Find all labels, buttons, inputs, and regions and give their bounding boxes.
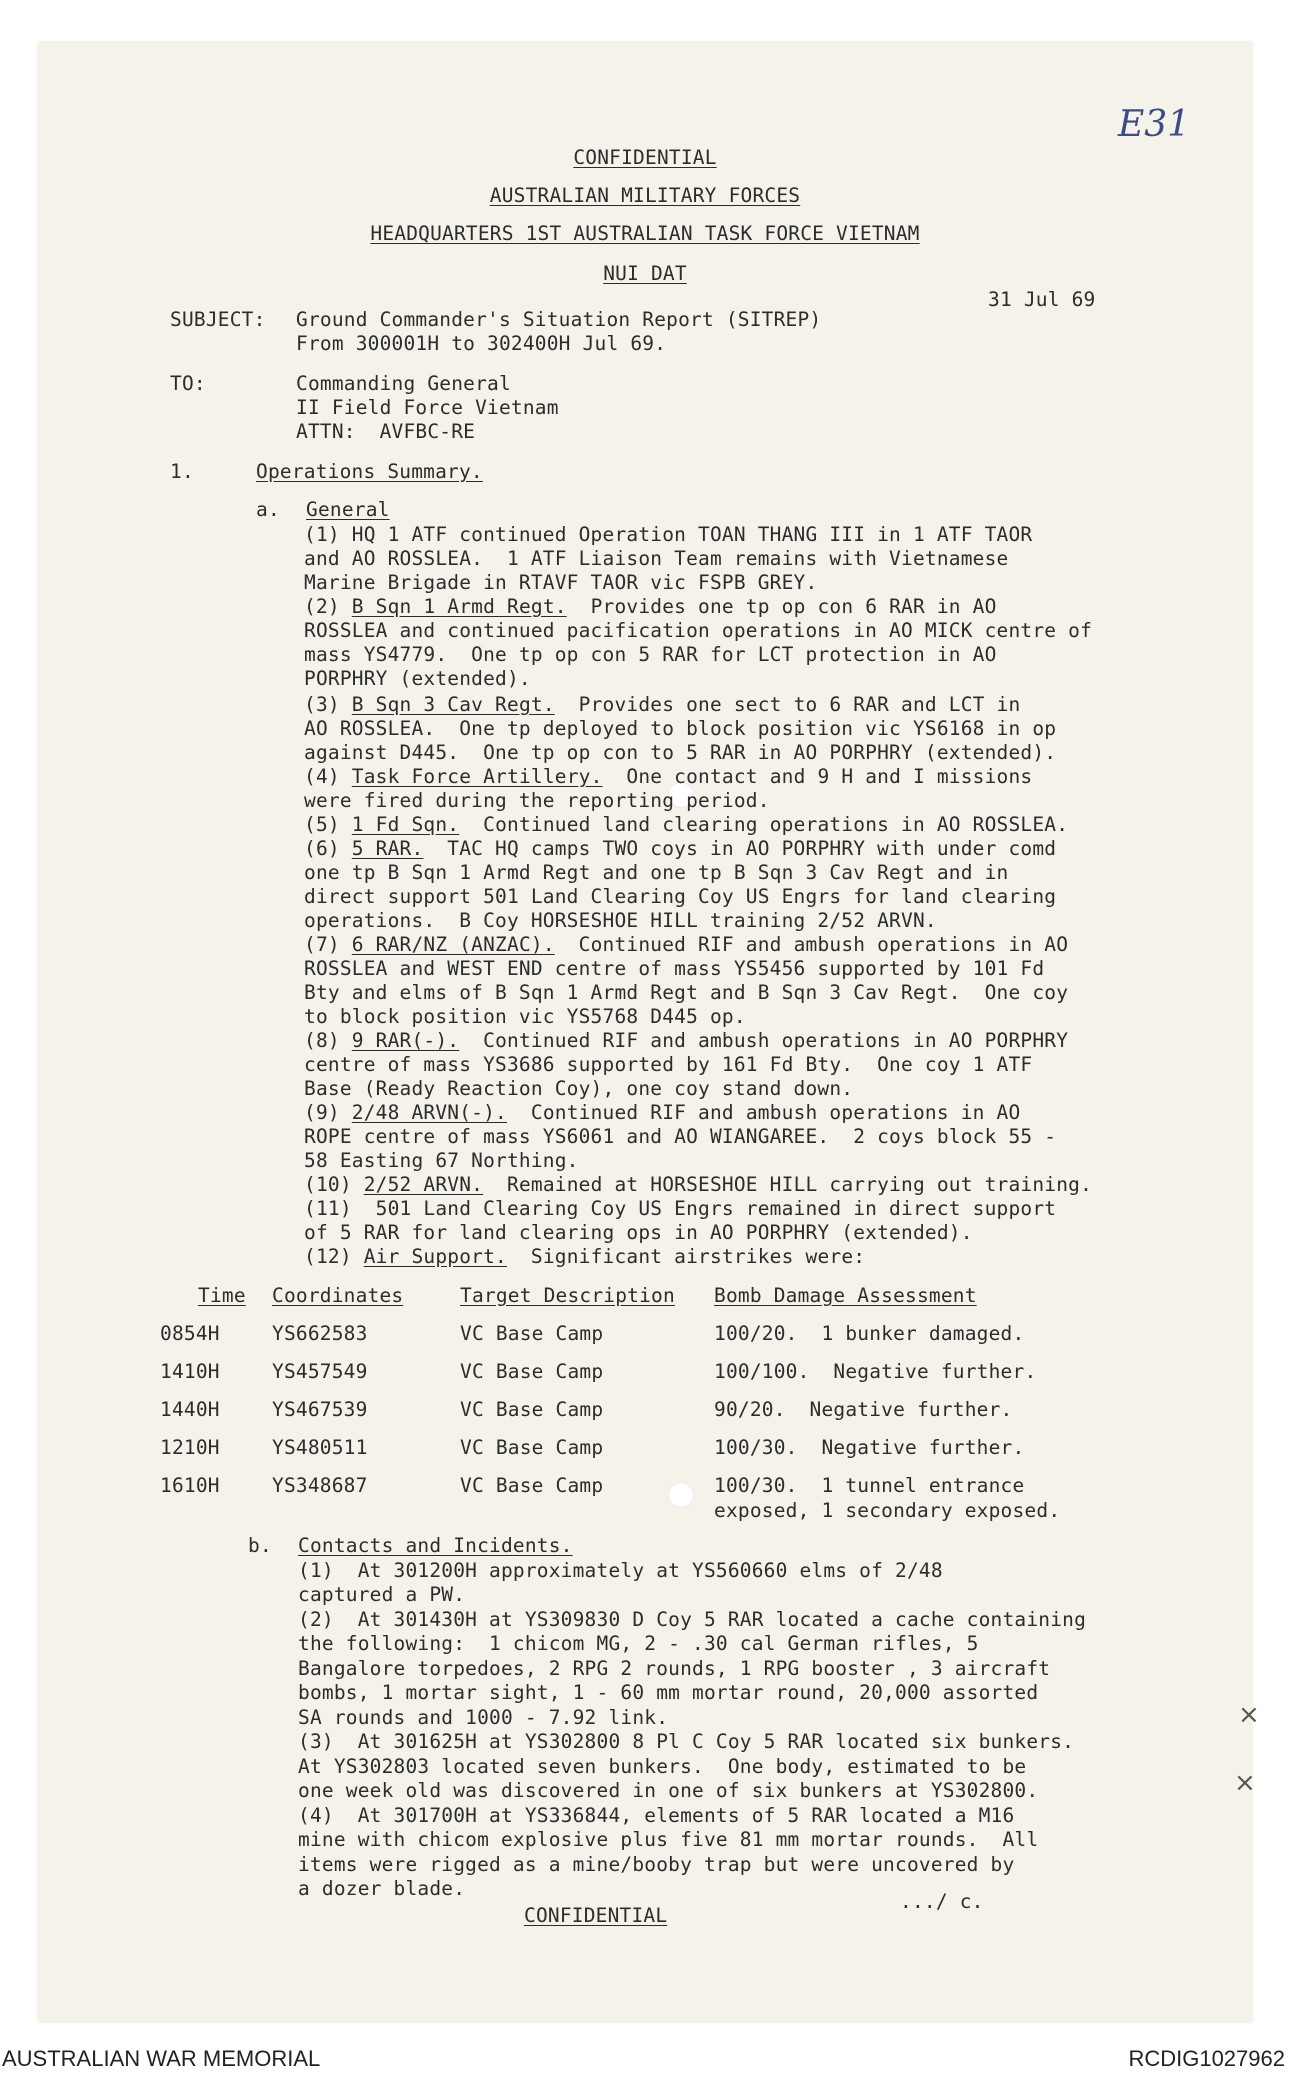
document-date: 31 Jul 69 [988,288,1096,311]
punch-hole [668,1482,694,1508]
paragraph-line [304,933,1068,957]
paragraph-number: (10) [304,1173,352,1196]
paragraph-number: (4) [304,765,340,788]
margin-mark: × [1234,1768,1256,1798]
paragraph-line: mine with chicom explosive plus five 81 mm mortar rounds. All [298,1828,1039,1851]
subsection-title: Contacts and Incidents. [298,1534,573,1557]
paragraph-text: One contact and 9 H and I missions [602,765,1033,788]
paragraph-text: Significant airstrikes were: [507,1245,866,1268]
continuation-marker: .../ c. [900,1890,984,1913]
cell-target: VC Base Camp [460,1436,604,1459]
paragraph-line: (1) At 301200H approximately at YS560660 elms of 2/48 [298,1559,943,1582]
paragraph-line: Base (Ready Reaction Coy), one coy stand down. [304,1077,854,1100]
cell-coordinates: YS348687 [272,1474,368,1497]
paragraph-number: (2) [304,595,340,618]
paragraph-number: (8) [304,1029,340,1052]
paragraph-line: centre of mass YS3686 supported by 161 Fd Bty. One coy 1 ATF [304,1053,1033,1076]
paragraph-line: (11) 501 Land Clearing Coy US Engrs remained in direct support [304,1197,1057,1220]
section-title: Operations Summary. [256,460,483,483]
subject-label: SUBJECT: [170,308,266,331]
paragraph-line: mass YS4779. One tp op con 5 RAR for LCT protection in AO [304,643,997,666]
cell-coordinates: YS662583 [272,1322,368,1345]
unit-name: 2/52 ARVN. [363,1173,484,1196]
paragraph-text: Remained at HORSESHOE HILL carrying out training. [483,1173,1093,1196]
cell-time: 1440H [160,1398,220,1421]
org-heading: AUSTRALIAN MILITARY FORCES [489,184,801,207]
hq-heading: HEADQUARTERS 1ST AUSTRALIAN TASK FORCE VIETNAM [370,222,920,245]
margin-mark: × [1238,1700,1260,1730]
cell-coordinates: YS457549 [272,1360,368,1383]
cell-coordinates: YS467539 [272,1398,368,1421]
classification-bottom: CONFIDENTIAL [524,1904,668,1927]
cell-bda: 100/30. 1 tunnel entrance [714,1474,1025,1497]
cell-time: 1210H [160,1436,220,1459]
paragraph-line: PORPHRY (extended). [304,667,531,690]
to-line: Commanding General [296,372,511,395]
to-line: ATTN: AVFBC-RE [296,420,476,443]
unit-name: B Sqn 1 Armd Regt. [351,595,567,618]
cell-target: VC Base Camp [460,1398,604,1421]
paragraph-line: (3) At 301625H at YS302800 8 Pl C Coy 5 RAR located six bunkers. [298,1730,1075,1753]
cell-bda: 100/30. Negative further. [714,1436,1025,1459]
unit-name: 9 RAR(-). [351,1029,460,1052]
cell-target: VC Base Camp [460,1360,604,1383]
unit-name: Air Support. [363,1245,507,1268]
cell-bda: 100/20. 1 bunker damaged. [714,1322,1025,1345]
subject-line: From 300001H to 302400H Jul 69. [296,332,667,355]
archive-id: RCDIG1027962 [1128,2046,1285,2071]
archive-credit: AUSTRALIAN WAR MEMORIAL [2,2046,321,2071]
unit-name: 1 Fd Sqn. [351,813,460,836]
unit-name: 2/48 ARVN(-). [351,1101,508,1124]
subsection-letter: b. [248,1534,272,1557]
paragraph-line: Bty and elms of B Sqn 1 Armd Regt and B Sqn 3 Cav Regt. One coy [304,981,1069,1004]
paragraph-number: (6) [304,837,340,860]
paragraph-line: At YS302803 located seven bunkers. One body, estimated to be [298,1755,1027,1778]
paragraph-text: Continued land clearing operations in AO ROSSLEA. [459,813,1069,836]
unit-name: 6 RAR/NZ (ANZAC). [351,933,555,956]
paragraph-line: of 5 RAR for land clearing ops in AO PORPHRY (extended). [304,1221,973,1244]
document-page [38,42,1260,2022]
paragraph-line: 58 Easting 67 Northing. [304,1149,579,1172]
section-number: 1. [170,460,194,483]
paragraph-line: ROPE centre of mass YS6061 and AO WIANGAREE. 2 coys block 55 - [304,1125,1057,1148]
paragraph-line: AO ROSSLEA. One tp deployed to block position vic YS6168 in op [304,717,1057,740]
paragraph-line: were fired during the reporting period. [304,789,770,812]
to-line: II Field Force Vietnam [296,396,559,419]
paragraph-line: items were rigged as a mine/booby trap but were uncovered by [298,1853,1015,1876]
paragraph-number: (7) [304,933,340,956]
paragraph-line: and AO ROSSLEA. 1 ATF Liaison Team remains with Vietnamese [304,547,1009,570]
cell-time: 0854H [160,1322,220,1345]
paragraph-line [304,837,1056,861]
paragraph-line [304,765,1032,789]
paragraph-line [304,1101,1020,1125]
paragraph-line: the following: 1 chicom MG, 2 - .30 cal German rifles, 5 [298,1632,979,1655]
paragraph-number: (12) [304,1245,352,1268]
paragraph-line: to block position vic YS5768 D445 op. [304,1005,746,1028]
paragraph-line [304,1029,1068,1053]
paragraph-line [304,595,997,619]
cell-target: VC Base Camp [460,1474,604,1497]
paragraph-line: a dozer blade. [298,1877,466,1900]
cell-coordinates: YS480511 [272,1436,368,1459]
paragraph-text: Continued RIF and ambush operations in AO [554,933,1069,956]
paragraph-line: ROSSLEA and WEST END centre of mass YS5456 supported by 101 Fd [304,957,1045,980]
cell-target: VC Base Camp [460,1322,604,1345]
paragraph-line: SA rounds and 1000 - 7.92 link. [298,1706,669,1729]
paragraph-line [304,1173,1092,1197]
unit-name: 5 RAR. [351,837,424,860]
table-header: Bomb Damage Assessment [714,1284,977,1307]
paragraph-line: (1) HQ 1 ATF continued Operation TOAN THANG III in 1 ATF TAOR [304,523,1033,546]
to-label: TO: [170,372,206,395]
paragraph-line: (2) At 301430H at YS309830 D Coy 5 RAR located a cache containing [298,1608,1087,1631]
paragraph-line [304,813,1068,837]
paragraph-line: against D445. One tp op con to 5 RAR in AO PORPHRY (extended). [304,741,1057,764]
location-heading: NUI DAT [603,262,687,285]
subsection-letter: a. [256,498,280,521]
paragraph-line: Marine Brigade in RTAVF TAOR vic FSPB GREY. [304,571,818,594]
handwritten-annotation: E31 [1118,104,1191,145]
paragraph-text: Provides one sect to 6 RAR and LCT in [554,693,1021,716]
paragraph-line: direct support 501 Land Clearing Coy US Engrs for land clearing [304,885,1057,908]
cell-bda: 90/20. Negative further. [714,1398,1013,1421]
paragraph-text: Continued RIF and ambush operations in AO [507,1101,1021,1124]
unit-name: Task Force Artillery. [351,765,603,788]
paragraph-line: one week old was discovered in one of six bunkers at YS302800. [298,1779,1039,1802]
table-header: Target Description [460,1284,675,1307]
table-header: Coordinates [272,1284,404,1307]
paragraph-line: bombs, 1 mortar sight, 1 - 60 mm mortar round, 20,000 assorted [298,1681,1039,1704]
paragraph-line: one tp B Sqn 1 Armd Regt and one tp B Sqn 3 Cav Regt and in [304,861,1009,884]
subsection-title: General [306,498,390,521]
paragraph-line: captured a PW. [298,1583,466,1606]
paragraph-text: Continued RIF and ambush operations in AO PORPHRY [459,1029,1069,1052]
paragraph-line: operations. B Coy HORSESHOE HILL training 2/52 ARVN. [304,909,937,932]
cell-bda: 100/100. Negative further. [714,1360,1037,1383]
paragraph-line: ROSSLEA and continued pacification operations in AO MICK centre of [304,619,1093,642]
paragraph-line [304,1245,865,1269]
unit-name: B Sqn 3 Cav Regt. [351,693,555,716]
paragraph-line: Bangalore torpedoes, 2 RPG 2 rounds, 1 RPG booster , 3 aircraft [298,1657,1051,1680]
paragraph-number: (5) [304,813,340,836]
paragraph-number: (9) [304,1101,340,1124]
paragraph-line [304,693,1020,717]
cell-time: 1410H [160,1360,220,1383]
cell-time: 1610H [160,1474,220,1497]
paragraph-line: (4) At 301700H at YS336844, elements of 5 RAR located a M16 [298,1804,1015,1827]
cell-bda-continued: exposed, 1 secondary exposed. [714,1499,1061,1522]
table-header: Time [198,1284,246,1307]
paragraph-text: Provides one tp op con 6 RAR in AO [566,595,997,618]
subject-line: Ground Commander's Situation Report (SITREP) [296,308,822,331]
classification-top: CONFIDENTIAL [573,146,717,169]
paragraph-number: (3) [304,693,340,716]
paragraph-text: TAC HQ camps TWO coys in AO PORPHRY with under comd [423,837,1057,860]
